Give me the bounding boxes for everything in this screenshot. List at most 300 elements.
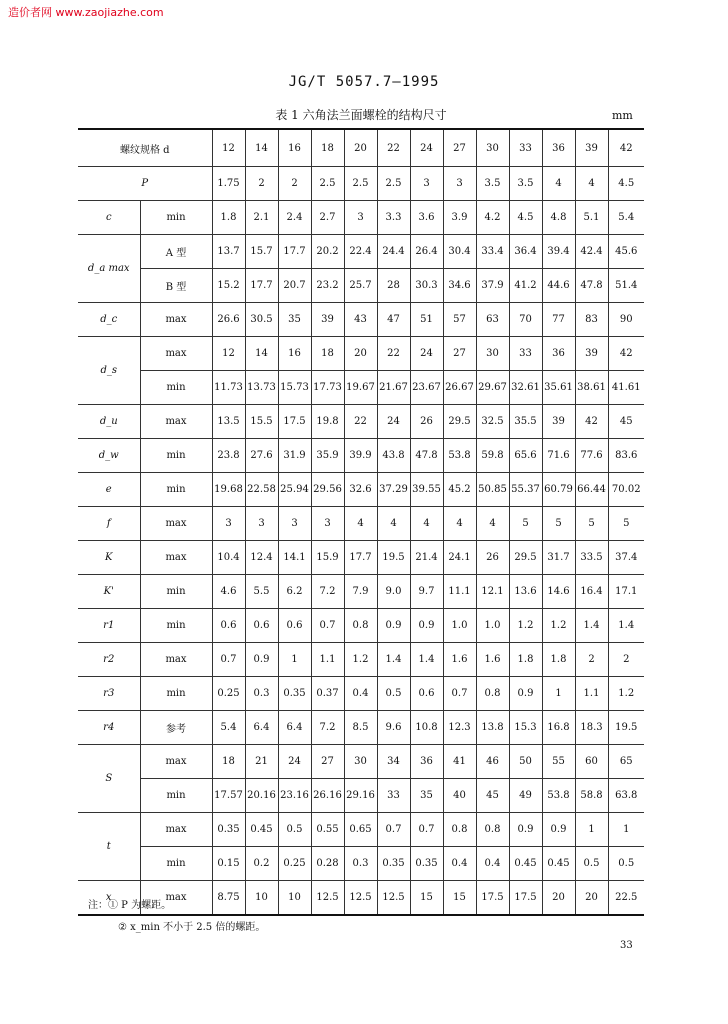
value-cell: 21.67 [377, 371, 410, 405]
value-cell: 6.4 [245, 711, 278, 745]
value-cell: 20.7 [278, 269, 311, 303]
value-cell: 65 [608, 745, 644, 779]
header-label: 螺纹规格 d [78, 129, 212, 167]
param-qualifier: max [140, 541, 212, 575]
param-name: r2 [78, 643, 140, 677]
value-cell: 18.3 [575, 711, 608, 745]
value-cell: 33 [509, 337, 542, 371]
value-cell: 17.73 [311, 371, 344, 405]
param-qualifier: max [140, 881, 212, 916]
value-cell: 2.7 [311, 201, 344, 235]
value-cell: 13.7 [212, 235, 245, 269]
value-cell: 17.7 [245, 269, 278, 303]
value-cell: 1 [575, 813, 608, 847]
value-cell: 59.8 [476, 439, 509, 473]
param-name: e [78, 473, 140, 507]
value-cell: 0.4 [344, 677, 377, 711]
value-cell: 17.5 [278, 405, 311, 439]
param-qualifier: 参考 [140, 711, 212, 745]
value-cell: 15.5 [245, 405, 278, 439]
value-cell: 51.4 [608, 269, 644, 303]
value-cell: 1.0 [443, 609, 476, 643]
value-cell: 29.56 [311, 473, 344, 507]
value-cell: 3.5 [509, 167, 542, 201]
value-cell: 3 [245, 507, 278, 541]
value-cell: 23.8 [212, 439, 245, 473]
param-name: d_s [78, 337, 140, 405]
param-qualifier: min [140, 677, 212, 711]
value-cell: 1.8 [212, 201, 245, 235]
value-cell: 42 [575, 405, 608, 439]
param-name: K' [78, 575, 140, 609]
value-cell: 16 [278, 337, 311, 371]
value-cell: 0.25 [212, 677, 245, 711]
param-name: d_u [78, 405, 140, 439]
value-cell: 13.8 [476, 711, 509, 745]
value-cell: 35.61 [542, 371, 575, 405]
value-cell: 19.8 [311, 405, 344, 439]
value-cell: 0.8 [344, 609, 377, 643]
value-cell: 29.16 [344, 779, 377, 813]
value-cell: 17.5 [476, 881, 509, 916]
value-cell: 66.44 [575, 473, 608, 507]
value-cell: 26 [410, 405, 443, 439]
value-cell: 53.8 [443, 439, 476, 473]
param-qualifier: min [140, 609, 212, 643]
value-cell: 41 [443, 745, 476, 779]
table-title: 表 1 六角法兰面螺栓的结构尺寸 [275, 108, 447, 122]
param-qualifier: min [140, 473, 212, 507]
value-cell: 0.35 [410, 847, 443, 881]
value-cell: 38.61 [575, 371, 608, 405]
value-cell: 2.1 [245, 201, 278, 235]
value-cell: 4.5 [608, 167, 644, 201]
value-cell: 3 [278, 507, 311, 541]
value-cell: 43.8 [377, 439, 410, 473]
value-cell: 27.6 [245, 439, 278, 473]
value-cell: 39 [575, 337, 608, 371]
value-cell: 29.5 [509, 541, 542, 575]
value-cell: 0.8 [443, 813, 476, 847]
value-cell: 0.5 [377, 677, 410, 711]
value-cell: 42 [608, 337, 644, 371]
value-cell: 0.6 [278, 609, 311, 643]
table-row [78, 269, 644, 303]
value-cell: 55 [542, 745, 575, 779]
value-cell: 0.9 [542, 813, 575, 847]
value-cell: 0.55 [311, 813, 344, 847]
value-cell: 3 [344, 201, 377, 235]
value-cell: 77.6 [575, 439, 608, 473]
value-cell: 0.9 [245, 643, 278, 677]
value-cell: 1.2 [509, 609, 542, 643]
value-cell: 17.5 [509, 881, 542, 916]
value-cell: 11.73 [212, 371, 245, 405]
value-cell: 35 [410, 779, 443, 813]
value-cell: 24.1 [443, 541, 476, 575]
table-row [78, 541, 644, 575]
table-row [78, 677, 644, 711]
value-cell: 1.8 [509, 643, 542, 677]
value-cell: 39.9 [344, 439, 377, 473]
value-cell: 18 [212, 745, 245, 779]
param-name: d_a max [78, 235, 140, 303]
value-cell: 26.67 [443, 371, 476, 405]
value-cell: 34 [377, 745, 410, 779]
header-size-cell: 33 [509, 129, 542, 167]
value-cell: 36.4 [509, 235, 542, 269]
value-cell: 1.4 [608, 609, 644, 643]
value-cell: 29.5 [443, 405, 476, 439]
value-cell: 0.9 [410, 609, 443, 643]
param-name: c [78, 201, 140, 235]
value-cell: 24 [377, 405, 410, 439]
value-cell: 5.4 [608, 201, 644, 235]
value-cell: 12.1 [476, 575, 509, 609]
value-cell: 45.6 [608, 235, 644, 269]
value-cell: 39.55 [410, 473, 443, 507]
value-cell: 5 [608, 507, 644, 541]
value-cell: 45.2 [443, 473, 476, 507]
value-cell: 1.0 [476, 609, 509, 643]
value-cell: 25.94 [278, 473, 311, 507]
value-cell: 3 [311, 507, 344, 541]
value-cell: 1.8 [542, 643, 575, 677]
value-cell: 3.6 [410, 201, 443, 235]
value-cell: 12.4 [245, 541, 278, 575]
header-size-cell: 30 [476, 129, 509, 167]
value-cell: 0.9 [509, 813, 542, 847]
table-row [78, 507, 644, 541]
value-cell: 0.9 [509, 677, 542, 711]
param-name: S [78, 745, 140, 813]
value-cell: 13.5 [212, 405, 245, 439]
table-row [78, 643, 644, 677]
value-cell: 34.6 [443, 269, 476, 303]
value-cell: 20 [344, 337, 377, 371]
value-cell: 4 [410, 507, 443, 541]
value-cell: 22.58 [245, 473, 278, 507]
value-cell: 22.5 [608, 881, 644, 916]
value-cell: 20.2 [311, 235, 344, 269]
param-qualifier: A 型 [140, 235, 212, 269]
value-cell: 3 [410, 167, 443, 201]
table-unit: mm [612, 109, 633, 122]
value-cell: 14 [245, 337, 278, 371]
value-cell: 0.45 [542, 847, 575, 881]
value-cell: 33.4 [476, 235, 509, 269]
header-size-cell: 39 [575, 129, 608, 167]
header-size-cell: 12 [212, 129, 245, 167]
value-cell: 21 [245, 745, 278, 779]
table-row [78, 813, 644, 847]
header-size-cell: 27 [443, 129, 476, 167]
param-name: r4 [78, 711, 140, 745]
value-cell: 1.4 [575, 609, 608, 643]
value-cell: 8.5 [344, 711, 377, 745]
table-row [78, 847, 644, 881]
value-cell: 9.0 [377, 575, 410, 609]
table-row [78, 609, 644, 643]
value-cell: 63.8 [608, 779, 644, 813]
value-cell: 4 [377, 507, 410, 541]
value-cell: 26.6 [212, 303, 245, 337]
value-cell: 2.5 [311, 167, 344, 201]
table-row [78, 405, 644, 439]
header-size-cell: 20 [344, 129, 377, 167]
value-cell: 7.2 [311, 575, 344, 609]
value-cell: 2.5 [344, 167, 377, 201]
value-cell: 0.4 [443, 847, 476, 881]
param-qualifier: min [140, 439, 212, 473]
value-cell: 15.7 [245, 235, 278, 269]
param-qualifier: max [140, 507, 212, 541]
value-cell: 0.25 [278, 847, 311, 881]
param-name: d_c [78, 303, 140, 337]
param-qualifier: B 型 [140, 269, 212, 303]
bolt-dimension-table [78, 128, 644, 916]
value-cell: 5 [509, 507, 542, 541]
value-cell: 1.75 [212, 167, 245, 201]
value-cell: 8.75 [212, 881, 245, 916]
value-cell: 22 [377, 337, 410, 371]
value-cell: 12.5 [377, 881, 410, 916]
value-cell: 19.5 [608, 711, 644, 745]
value-cell: 65.6 [509, 439, 542, 473]
value-cell: 22 [344, 405, 377, 439]
table-row [78, 473, 644, 507]
value-cell: 20.16 [245, 779, 278, 813]
value-cell: 15.9 [311, 541, 344, 575]
header-size-cell: 24 [410, 129, 443, 167]
value-cell: 55.37 [509, 473, 542, 507]
value-cell: 35.5 [509, 405, 542, 439]
value-cell: 26 [476, 541, 509, 575]
value-cell: 0.4 [476, 847, 509, 881]
value-cell: 17.1 [608, 575, 644, 609]
note-2: ② x_min 不小于 2.5 倍的螺距。 [118, 922, 266, 933]
value-cell: 5.5 [245, 575, 278, 609]
value-cell: 15 [410, 881, 443, 916]
value-cell: 45 [608, 405, 644, 439]
value-cell: 0.2 [245, 847, 278, 881]
value-cell: 24 [410, 337, 443, 371]
value-cell: 0.7 [377, 813, 410, 847]
value-cell: 0.5 [278, 813, 311, 847]
value-cell: 0.7 [212, 643, 245, 677]
value-cell: 16.4 [575, 575, 608, 609]
param-name: x [78, 881, 140, 916]
value-cell: 26.4 [410, 235, 443, 269]
value-cell: 60 [575, 745, 608, 779]
value-cell: 24 [278, 745, 311, 779]
value-cell: 63 [476, 303, 509, 337]
table-row [78, 779, 644, 813]
param-qualifier: max [140, 405, 212, 439]
value-cell: 57 [443, 303, 476, 337]
value-cell: 0.45 [509, 847, 542, 881]
value-cell: 3.3 [377, 201, 410, 235]
value-cell: 1.2 [344, 643, 377, 677]
param-qualifier: min [140, 201, 212, 235]
value-cell: 43 [344, 303, 377, 337]
value-cell: 12.5 [344, 881, 377, 916]
value-cell: 25.7 [344, 269, 377, 303]
value-cell: 5.4 [212, 711, 245, 745]
param-name: t [78, 813, 140, 881]
value-cell: 1.6 [476, 643, 509, 677]
value-cell: 17.7 [344, 541, 377, 575]
value-cell: 30 [344, 745, 377, 779]
value-cell: 14.1 [278, 541, 311, 575]
param-name: K [78, 541, 140, 575]
header-size-cell: 14 [245, 129, 278, 167]
table-row [78, 711, 644, 745]
param-qualifier: max [140, 813, 212, 847]
value-cell: 19.68 [212, 473, 245, 507]
table-row [78, 337, 644, 371]
value-cell: 0.15 [212, 847, 245, 881]
value-cell: 2 [245, 167, 278, 201]
value-cell: 83.6 [608, 439, 644, 473]
param-qualifier: max [140, 745, 212, 779]
value-cell: 0.7 [410, 813, 443, 847]
value-cell: 0.37 [311, 677, 344, 711]
value-cell: 1.2 [608, 677, 644, 711]
param-qualifier: min [140, 575, 212, 609]
value-cell: 0.8 [476, 677, 509, 711]
value-cell: 71.6 [542, 439, 575, 473]
value-cell: 60.79 [542, 473, 575, 507]
value-cell: 17.57 [212, 779, 245, 813]
value-cell: 1 [542, 677, 575, 711]
value-cell: 47 [377, 303, 410, 337]
value-cell: 27 [311, 745, 344, 779]
value-cell: 17.7 [278, 235, 311, 269]
value-cell: 40 [443, 779, 476, 813]
watermark-text: 造价者网 www.zaojiazhe.com [8, 6, 164, 19]
value-cell: 45 [476, 779, 509, 813]
value-cell: 12 [212, 337, 245, 371]
table-row [78, 745, 644, 779]
value-cell: 3 [212, 507, 245, 541]
value-cell: 3 [443, 167, 476, 201]
param-qualifier: min [140, 779, 212, 813]
value-cell: 53.8 [542, 779, 575, 813]
value-cell: 16.8 [542, 711, 575, 745]
value-cell: 19.67 [344, 371, 377, 405]
value-cell: 4 [344, 507, 377, 541]
value-cell: 1.4 [410, 643, 443, 677]
value-cell: 23.16 [278, 779, 311, 813]
value-cell: 13.6 [509, 575, 542, 609]
value-cell: 70.02 [608, 473, 644, 507]
value-cell: 15.2 [212, 269, 245, 303]
header-size-cell: 22 [377, 129, 410, 167]
value-cell: 50 [509, 745, 542, 779]
value-cell: 2.5 [377, 167, 410, 201]
value-cell: 2 [278, 167, 311, 201]
page-number: 33 [620, 940, 633, 951]
value-cell: 10 [245, 881, 278, 916]
value-cell: 39 [542, 405, 575, 439]
value-cell: 1.1 [575, 677, 608, 711]
header-size-cell: 42 [608, 129, 644, 167]
value-cell: 0.28 [311, 847, 344, 881]
value-cell: 26.16 [311, 779, 344, 813]
value-cell: 47.8 [410, 439, 443, 473]
param-name: d_w [78, 439, 140, 473]
value-cell: 27 [443, 337, 476, 371]
param-qualifier: max [140, 337, 212, 371]
value-cell: 0.7 [443, 677, 476, 711]
value-cell: 20 [542, 881, 575, 916]
value-cell: 10.4 [212, 541, 245, 575]
param-name: r3 [78, 677, 140, 711]
table-row [78, 167, 644, 201]
value-cell: 36 [410, 745, 443, 779]
value-cell: 2 [575, 643, 608, 677]
table-row [78, 575, 644, 609]
value-cell: 37.4 [608, 541, 644, 575]
value-cell: 41.2 [509, 269, 542, 303]
param-name: r1 [78, 609, 140, 643]
value-cell: 7.2 [311, 711, 344, 745]
value-cell: 0.6 [410, 677, 443, 711]
value-cell: 0.45 [245, 813, 278, 847]
value-cell: 15 [443, 881, 476, 916]
value-cell: 6.4 [278, 711, 311, 745]
value-cell: 28 [377, 269, 410, 303]
value-cell: 12.3 [443, 711, 476, 745]
value-cell: 4.8 [542, 201, 575, 235]
value-cell: 1.6 [443, 643, 476, 677]
value-cell: 46 [476, 745, 509, 779]
value-cell: 35 [278, 303, 311, 337]
table-row [78, 235, 644, 269]
value-cell: 30 [476, 337, 509, 371]
value-cell: 10 [278, 881, 311, 916]
standard-code: JG/T 5057.7—1995 [288, 74, 440, 90]
value-cell: 90 [608, 303, 644, 337]
table-header-row [78, 129, 644, 167]
header-size-cell: 18 [311, 129, 344, 167]
value-cell: 4.2 [476, 201, 509, 235]
header-size-cell: 36 [542, 129, 575, 167]
value-cell: 3.9 [443, 201, 476, 235]
value-cell: 29.67 [476, 371, 509, 405]
param-qualifier: min [140, 847, 212, 881]
value-cell: 1.4 [377, 643, 410, 677]
value-cell: 0.8 [476, 813, 509, 847]
value-cell: 2 [608, 643, 644, 677]
value-cell: 70 [509, 303, 542, 337]
value-cell: 4 [443, 507, 476, 541]
value-cell: 22.4 [344, 235, 377, 269]
value-cell: 24.4 [377, 235, 410, 269]
value-cell: 1 [278, 643, 311, 677]
value-cell: 50.85 [476, 473, 509, 507]
value-cell: 0.5 [608, 847, 644, 881]
value-cell: 12.5 [311, 881, 344, 916]
value-cell: 30.3 [410, 269, 443, 303]
value-cell: 32.61 [509, 371, 542, 405]
value-cell: 0.6 [245, 609, 278, 643]
value-cell: 42.4 [575, 235, 608, 269]
value-cell: 4 [575, 167, 608, 201]
value-cell: 0.9 [377, 609, 410, 643]
value-cell: 1.1 [311, 643, 344, 677]
